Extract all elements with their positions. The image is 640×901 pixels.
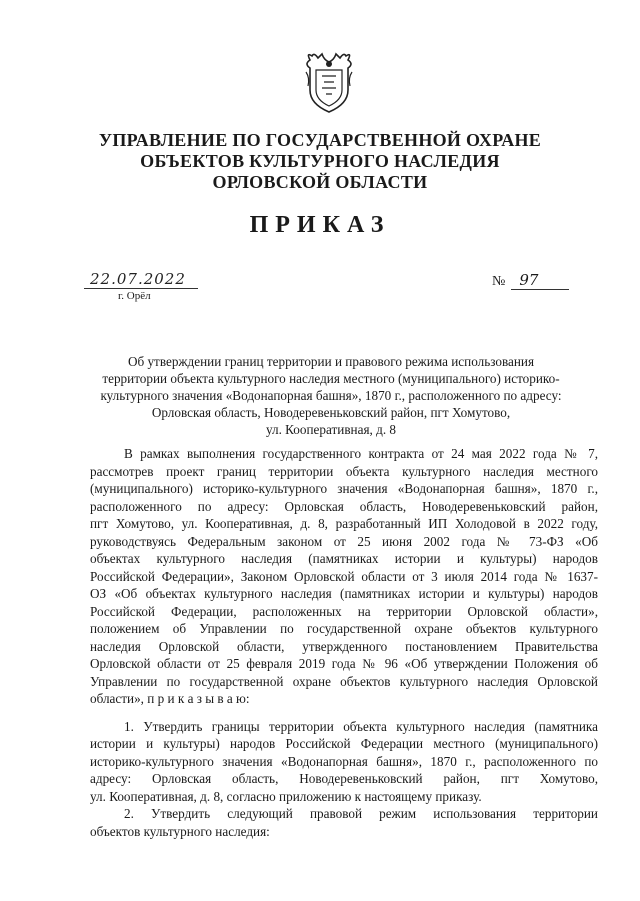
- paragraph-line: Российской Федерации, расположенных на территории Орловской области»,: [90, 603, 598, 619]
- paragraph-line: (муниципального) историко-культурного значения «Водонапорная башня», 1870 г.,: [90, 481, 598, 496]
- subject-line: территории объекта культурного наследия местного (муниципального) историко-: [102, 371, 560, 386]
- subject-line: Об утверждении границ территории и правового режима использования: [127, 354, 535, 369]
- paragraph-line: пгт Хомутово, ул. Кооперативная, д. 8, разработанный ИП Холодовой в 2022 году,: [90, 516, 598, 531]
- paragraph-line: ул. Кооперативная, д. 8, согласно приложению к настоящему приказу.: [90, 788, 482, 804]
- organization-name: [60, 130, 580, 193]
- paragraph-line: истории и культуры) народов Российской Федерации местного (муниципального): [90, 736, 598, 751]
- paragraph-line: положением об Управлении по государственной охране объектов культурного: [90, 621, 598, 636]
- paragraph-line: 2. Утвердить следующий правовой режим использования территории: [124, 806, 598, 821]
- paragraph-line: ОЗ «Об объектах культурного наследия (памятниках истории и культуры) народов: [90, 586, 598, 601]
- paragraph-line: Орловской области от 25 февраля 2019 года № 96 «Об утверждении Положения об: [90, 656, 598, 671]
- handwritten-date: 22.07.2022: [84, 270, 198, 289]
- paragraph-line: историко-культурного значения «Водонапорная башня», 1870 г., расположенного по: [90, 753, 598, 769]
- paragraph-line: руководствуясь Федеральным законом от 25 июня 2002 года № 73-ФЗ «Об: [90, 533, 598, 549]
- org-line-1: УПРАВЛЕНИЕ ПО ГОСУДАРСТВЕННОЙ ОХРАНЕ: [98, 130, 542, 150]
- city-label: г. Орёл: [118, 290, 151, 302]
- org-line-2: ОБЪЕКТОВ КУЛЬТУРНОГО НАСЛЕДИЯ: [140, 151, 500, 171]
- document-type-title: ПРИКАЗ: [249, 212, 391, 238]
- coat-of-arms-icon: [302, 50, 356, 114]
- subject-line: ул. Кооперативная, д. 8: [265, 422, 397, 437]
- paragraph-line: Российской Федерации», Законом Орловской области от 3 июля 2014 года № 1637-: [90, 568, 598, 584]
- subject-line: Орловская область, Новодеревеньковский район, пгт Хомутово,: [151, 405, 511, 420]
- paragraph-line: Управлении по государственной охране объектов культурного наследия Орловской: [90, 673, 598, 689]
- paragraph-line: объектов культурного наследия:: [90, 823, 270, 839]
- date-block: [84, 270, 204, 302]
- paragraph-line: области», п р и к а з ы в а ю:: [90, 691, 250, 706]
- paragraph-line: расположенного по адресу: Орловская область, Новодеревеньковский район,: [90, 498, 598, 514]
- paragraph-line: 1. Утвердить границы территории объекта культурного наследия (памятника: [124, 718, 598, 734]
- handwritten-order-number: 97: [511, 272, 569, 290]
- order-number-block: [492, 272, 582, 290]
- paragraph-line: объектах культурного наследия (памятниках истории и культуры) народов: [90, 551, 598, 566]
- org-line-3: ОРЛОВСКОЙ ОБЛАСТИ: [212, 172, 428, 192]
- paragraph-line: рассмотрев проект границ территории объекта культурного наследия местного: [90, 463, 598, 479]
- order-subject: [96, 353, 566, 438]
- paragraph-line: наследия Орловской области, утвержденного постановлением Правительства: [90, 638, 598, 654]
- number-sign: №: [492, 274, 506, 289]
- item-2-paragraph: [90, 805, 598, 840]
- preamble-paragraph: [90, 445, 598, 708]
- paragraph-line: В рамках выполнения государственного контракта от 24 мая 2022 года № 7,: [124, 446, 598, 461]
- paragraph-line: адресу: Орловская область, Новодеревеньковский район, пгт Хомутово,: [90, 771, 598, 786]
- subject-line: культурного значения «Водонапорная башня», 1870 г., расположенного по адресу:: [100, 388, 562, 403]
- item-1-paragraph: [90, 718, 598, 806]
- order-body: [90, 445, 598, 840]
